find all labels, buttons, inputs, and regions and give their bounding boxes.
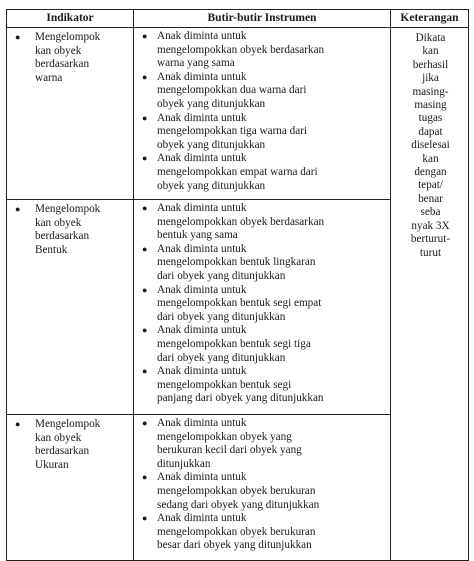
indikator-text: Mengelompok kan obyek berdasarkan Bentuk (35, 203, 101, 256)
bullet-icon: ● (142, 71, 148, 82)
list-item (142, 284, 386, 325)
item-text: Anak diminta untuk mengelompokkan obyek berukuran sedang dari obyek yang ditunjukkan (157, 471, 320, 511)
butir-list (142, 417, 386, 553)
list-item (142, 202, 386, 243)
bullet-icon: ● (142, 112, 148, 123)
bullet-icon: ● (15, 204, 21, 214)
item-text: Anak diminta untuk mengelompokkan obyek berukuran besar dari obyek yang ditunjukkan (157, 512, 316, 552)
keterangan-cell (391, 28, 469, 561)
bullet-icon: ● (142, 203, 148, 213)
indikator-text: Mengelompok kan obyek berdasarkan warna (35, 31, 101, 84)
list-item (142, 512, 386, 553)
indikator-text: Mengelompok kan obyek berdasarkan Ukuran (35, 418, 101, 471)
item-text: Anak diminta untuk mengelompokkan tiga warna dari obyek yang ditunjukkan (157, 111, 308, 151)
instrument-table (6, 9, 469, 561)
list-item (142, 152, 386, 193)
item-text: Anak diminta untuk mengelompokkan bentuk segi tiga dari obyek yang ditunjukkan (157, 324, 311, 364)
item-text: Anak diminta untuk mengelompokkan bentuk segi empat dari obyek yang ditunjukkan (157, 283, 322, 323)
list-item (142, 243, 386, 284)
indikator-item (15, 418, 129, 472)
indikator-cell (7, 28, 134, 200)
bullet-icon: ● (142, 243, 148, 254)
item-text: Anak diminta untuk mengelompokkan empat warna dari obyek yang ditunjukkan (157, 152, 318, 192)
bullet-icon: ● (142, 325, 148, 336)
indikator-item (15, 31, 129, 85)
bullet-icon: ● (142, 418, 148, 428)
bullet-icon: ● (142, 366, 148, 377)
bullet-icon: ● (142, 284, 148, 295)
indikator-cell (7, 415, 134, 561)
table-row (7, 28, 469, 200)
item-text: Anak diminta untuk mengelompokkan obyek yang berukuran kecil dari obyek yang ditunjukkan (157, 417, 302, 470)
item-text: Anak diminta untuk mengelompokkan obyek berdasarkan warna yang sama (157, 30, 325, 70)
list-item (142, 417, 386, 471)
item-text: Anak diminta untuk mengelompokkan dua warna dari obyek yang ditunjukkan (157, 70, 307, 110)
butir-cell (134, 415, 391, 561)
butir-cell (134, 200, 391, 415)
item-text: Anak diminta untuk mengelompokkan obyek berdasarkan bentuk yang sama (157, 202, 325, 242)
list-item (142, 112, 386, 153)
header-keterangan: Keterangan (391, 10, 469, 28)
list-item (142, 365, 386, 406)
header-row (7, 10, 469, 28)
header-butir-instrumen: Butir-butir Instrumen (134, 10, 391, 28)
list-item (142, 71, 386, 112)
item-text: Anak diminta untuk mengelompokkan bentuk segi panjang dari obyek yang ditunjukkan (157, 365, 324, 405)
bullet-icon: ● (142, 513, 148, 524)
butir-cell (134, 28, 391, 200)
bullet-icon: ● (15, 419, 21, 429)
list-item (142, 324, 386, 365)
bullet-icon: ● (142, 153, 148, 164)
list-item (142, 30, 386, 71)
keterangan-text: Dikata kan berhasil jika masing- masing tugas dapat diselesai kan dengan tepat/ benar seba nyak 3X berturut- turut (410, 32, 451, 259)
bullet-icon: ● (142, 472, 148, 483)
butir-list (142, 30, 386, 193)
header-indikator: Indikator (7, 10, 134, 28)
item-text: Anak diminta untuk mengelompokkan bentuk lingkaran dari obyek yang ditunjukkan (157, 242, 316, 282)
butir-list (142, 202, 386, 406)
indikator-cell (7, 200, 134, 415)
list-item (142, 471, 386, 512)
bullet-icon: ● (15, 32, 21, 42)
indikator-item (15, 203, 129, 257)
bullet-icon: ● (142, 31, 148, 41)
